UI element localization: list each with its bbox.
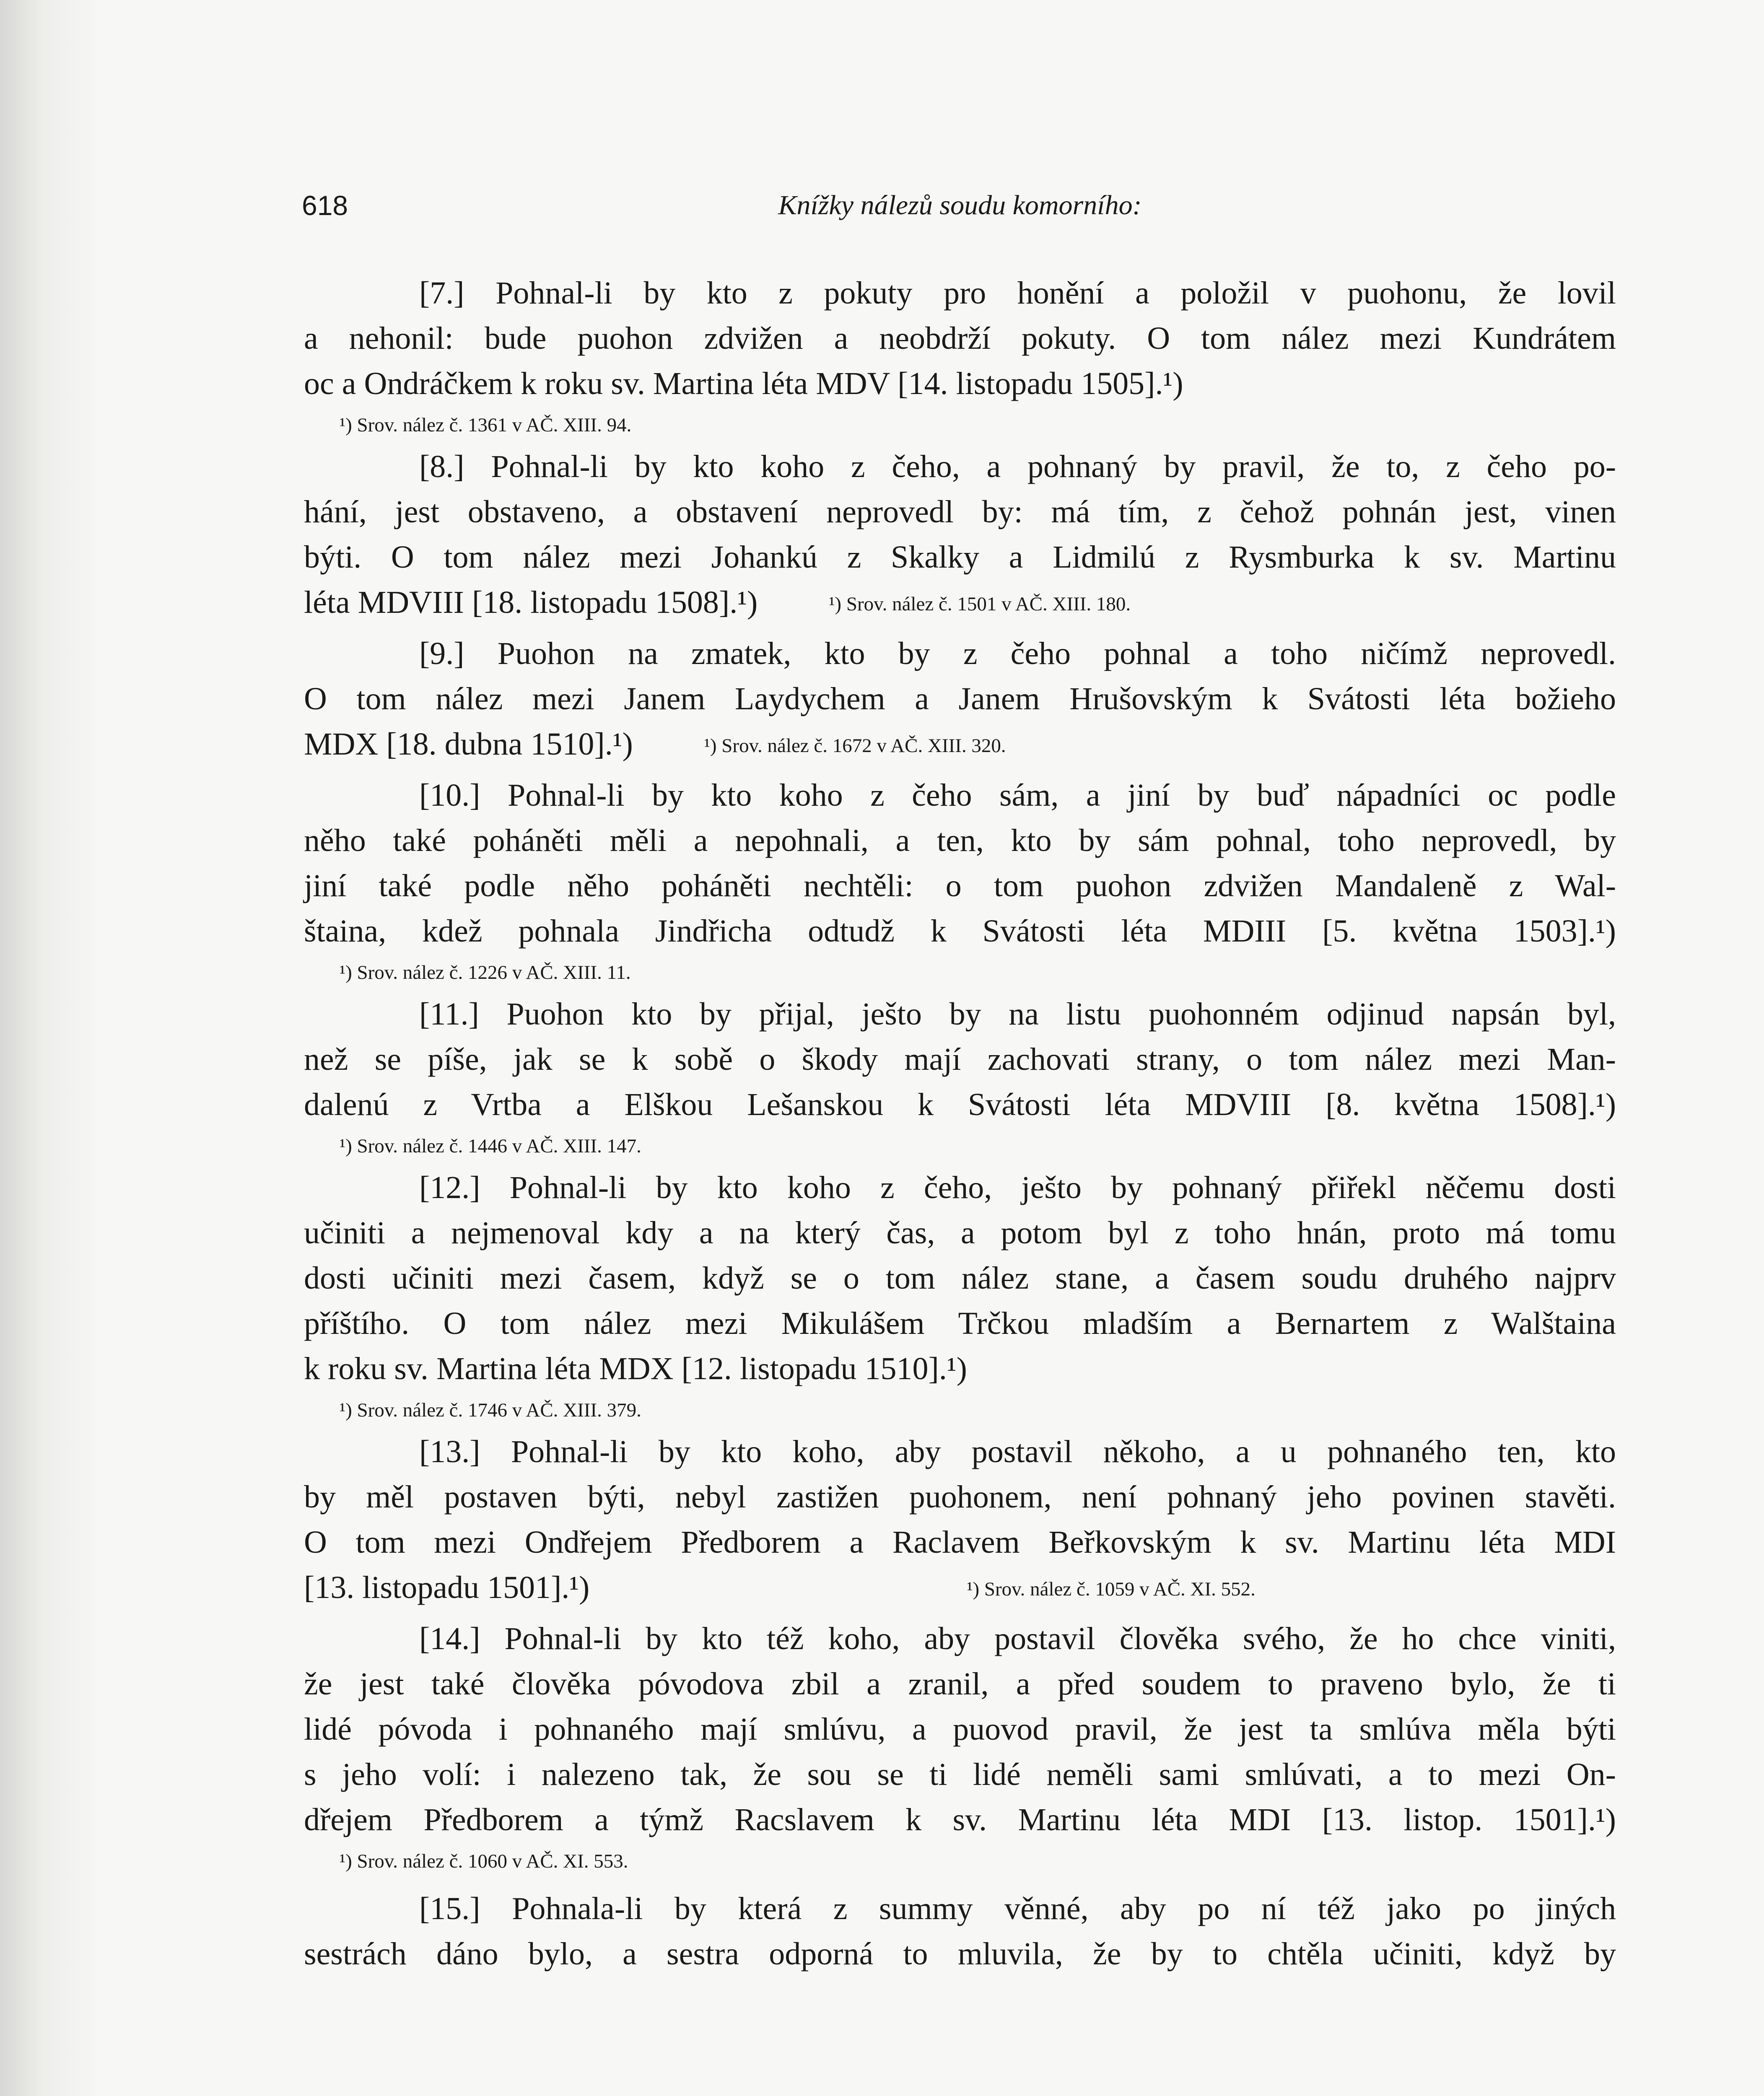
text-line: hání, jest obstaveno, a obstavení neprovedl by: má tím, z čehož pohnán jest, vinen: [304, 494, 1616, 529]
footnote: ¹) Srov. nález č. 1059 v AČ. XI. 552.: [967, 1578, 1256, 1600]
paragraph-11: [304, 991, 1616, 1165]
text-line: O tom nález mezi Janem Laydychem a Janem Hrušovským k Svátosti léta božieho: [304, 681, 1616, 716]
page-header: [302, 189, 1618, 236]
text-line: [10.] Pohnal-li by kto koho z čeho sám, a jiní by buď nápadníci oc podle: [419, 778, 1616, 813]
paragraph-12: [304, 1165, 1616, 1429]
footnote: ¹) Srov. nález č. 1746 v AČ. XIII. 379.: [340, 1399, 641, 1421]
text-line: lidé póvoda i pohnaného mají smlúvu, a puovod pravil, že jest ta smlúva měla býti: [304, 1712, 1616, 1747]
text-line: dalenú z Vrtba a Elškou Lešanskou k Svátosti léta MDVIII [8. května 1508].¹): [304, 1087, 1616, 1122]
text-line: [304, 580, 1616, 625]
paragraph-14: [304, 1616, 1616, 1880]
text-line: sestrách dáno bylo, a sestra odporná to mluvila, že by to chtěla učiniti, když by: [304, 1936, 1616, 1971]
text-line: [9.] Puohon na zmatek, kto by z čeho pohnal a toho ničímž neprovedl.: [419, 636, 1616, 671]
text-line: s jeho volí: i nalezeno tak, že sou se ti lidé neměli sami smlúvati, a to mezi On-: [304, 1757, 1616, 1792]
paragraph-13: [304, 1429, 1616, 1610]
footnote: ¹) Srov. nález č. 1060 v AČ. XI. 553.: [340, 1850, 628, 1872]
text-line-content: MDX [18. dubna 1510].¹): [304, 726, 633, 762]
footnote: ¹) Srov. nález č. 1226 v AČ. XIII. 11.: [340, 962, 631, 983]
paragraph-15: [304, 1886, 1616, 1977]
text-line: a nehonil: bude puohon zdvižen a neobdrží pokuty. O tom nález mezi Kundrátem: [304, 321, 1616, 356]
page-number: 618: [302, 190, 348, 221]
text-line: [304, 1565, 1616, 1610]
text-line-content: léta MDVIII [18. listopadu 1508].¹): [304, 585, 758, 620]
text-line-content: [13. listopadu 1501].¹): [304, 1570, 590, 1605]
paragraph-7: [304, 270, 1616, 444]
text-line: jiní také podle něho poháněti nechtěli: o tom puohon zdvižen Mandaleně z Wal-: [304, 868, 1616, 903]
text-line: [11.] Puohon kto by přijal, ješto by na listu puohonném odjinud napsán byl,: [419, 996, 1616, 1032]
text-line: než se píše, jak se k sobě o škody mají zachovati strany, o tom nález mezi Man-: [304, 1042, 1616, 1077]
paragraph-9: [304, 631, 1616, 767]
text-line: dosti učiniti mezi časem, když se o tom nález stane, a časem soudu druhého najprv: [304, 1261, 1616, 1296]
text-line: [15.] Pohnala-li by která z summy věnné, aby po ní též jako po jiných: [419, 1891, 1616, 1926]
footnote: ¹) Srov. nález č. 1672 v AČ. XIII. 320.: [704, 735, 1006, 757]
main-text: [304, 270, 1616, 1977]
paragraph-10: [304, 773, 1616, 991]
text-line: [14.] Pohnal-li by kto též koho, aby postavil člověka svého, že ho chce viniti,: [419, 1621, 1616, 1656]
text-line: učiniti a nejmenoval kdy a na který čas, a potom byl z toho hnán, proto má tomu: [304, 1215, 1616, 1250]
text-line: k roku sv. Martina léta MDX [12. listopadu 1510].¹): [304, 1351, 967, 1386]
text-line: dřejem Předborem a týmž Racslavem k sv. Martinu léta MDI [13. listop. 1501].¹): [304, 1802, 1616, 1837]
text-line: oc a Ondráčkem k roku sv. Martina léta MDV [14. listopadu 1505].¹): [304, 366, 1183, 401]
footnote: ¹) Srov. nález č. 1446 v AČ. XIII. 147.: [340, 1135, 641, 1157]
running-title: Knížky nálezů soudu komorního:: [778, 190, 1142, 220]
text-line: [8.] Pohnal-li by kto koho z čeho, a pohnaný by pravil, že to, z čeho po-: [419, 449, 1616, 484]
text-line: O tom mezi Ondřejem Předborem a Raclavem Beřkovským k sv. Martinu léta MDI: [304, 1525, 1616, 1560]
text-line: [7.] Pohnal-li by kto z pokuty pro honění a položil v puohonu, že lovil: [419, 275, 1616, 311]
text-line: [13.] Pohnal-li by kto koho, aby postavil někoho, a u pohnaného ten, kto: [419, 1434, 1616, 1469]
footnote: ¹) Srov. nález č. 1361 v AČ. XIII. 94.: [340, 414, 632, 436]
text-line: býti. O tom nález mezi Johankú z Skalky a Lidmilú z Rysmburka k sv. Martinu: [304, 540, 1616, 575]
text-line: že jest také člověka póvodova zbil a zranil, a před soudem to praveno bylo, že ti: [304, 1666, 1616, 1702]
text-line: něho také poháněti měli a nepohnali, a ten, kto by sám pohnal, toho neprovedl, by: [304, 823, 1616, 858]
text-line: štaina, kdež pohnala Jindřicha odtudž k Svátosti léta MDIII [5. května 1503].¹): [304, 913, 1616, 949]
paragraph-8: [304, 444, 1616, 625]
footnote: ¹) Srov. nález č. 1501 v AČ. XIII. 180.: [829, 593, 1131, 615]
text-line: příštího. O tom nález mezi Mikulášem Trčkou mladším a Bernartem z Walštaina: [304, 1306, 1616, 1341]
text-line: [12.] Pohnal-li by kto koho z čeho, ješto by pohnaný přiřekl něčemu dosti: [419, 1170, 1616, 1205]
text-line: by měl postaven býti, nebyl zastižen puohonem, není pohnaný jeho povinen stavěti.: [304, 1479, 1616, 1515]
text-line: [304, 721, 1616, 767]
